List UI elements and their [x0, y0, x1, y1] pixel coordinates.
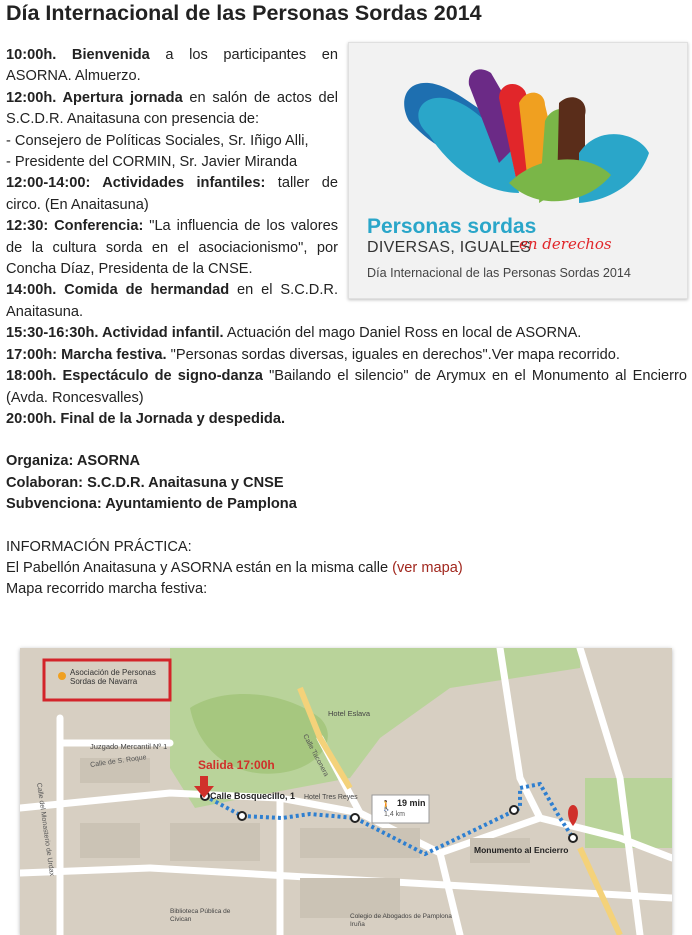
item-time: 15:30-16:30h. Actividad infantil.	[6, 325, 224, 342]
item-time: 20:00h. Final de la Jornada y despedida.	[6, 410, 285, 427]
map-label-asociacion: Asociación de Personas Sordas de Navarra	[70, 668, 156, 686]
program-item-8	[6, 366, 687, 409]
item-desc: a los participantes en ASORNA. Almuerzo.	[6, 47, 338, 85]
svg-text:🚶: 🚶	[380, 801, 393, 812]
map-label-juzgado: Juzgado Mercantil Nº 1	[90, 742, 168, 751]
map-label-calle-roque: Calle de S. Roque	[89, 754, 148, 769]
item-desc: en salón de actos del S.C.D.R. Anaitasuna con presencia de:	[6, 89, 338, 128]
map-label-hotel-tres-reyes: Hotel Tres Reyes	[304, 794, 358, 801]
program-item-1	[6, 45, 338, 88]
map-label-salida: Salida 17:00h	[198, 758, 275, 772]
credit-organiza	[6, 451, 687, 472]
credit-text: Organiza: ASORNA	[6, 453, 141, 470]
info-heading: INFORMACIÓN PRÁCTICA:	[6, 538, 192, 555]
item-time: 12:00-14:00: Actividades infantiles:	[6, 175, 266, 192]
info-line	[6, 558, 687, 579]
map-caption: Mapa recorrido marcha festiva:	[6, 581, 208, 598]
map-label-monumento: Monumento al Encierro	[474, 845, 569, 855]
route-map-image	[20, 648, 672, 935]
map-label-duration: 19 min	[397, 798, 426, 808]
logo-derechos: en derechos	[519, 235, 612, 253]
program-item-2	[6, 88, 338, 131]
hands-logo-icon	[349, 43, 687, 213]
map-label-biblioteca: Biblioteca Pública de Civican	[170, 908, 231, 923]
item-desc: "La influencia de los valores de la cultura sorda en el asociacionismo", por Concha Díaz, Presidenta de la CNSE.	[6, 218, 338, 278]
credit-text: Colaboran: S.C.D.R. Anaitasuna y CNSE	[6, 474, 284, 491]
item-time: 17:00h: Marcha festiva.	[6, 346, 167, 363]
logo-day: Día Internacional de las Personas Sordas 2014	[367, 266, 631, 280]
logo-title: Personas sordas	[367, 215, 537, 238]
map-label-hotel-eslava: Hotel Eslava	[328, 709, 371, 718]
info-text: El Pabellón Anaitasuna y ASORNA están en la misma calle	[6, 559, 393, 576]
map-label-calle-taconera: Calle Taconera	[301, 733, 330, 778]
map-link[interactable]: (ver mapa)	[392, 559, 463, 576]
map-label-calle-monasterio: Calle del Monasterio de Urdax	[35, 782, 56, 877]
program-item-9	[6, 409, 687, 430]
credit-text: Subvenciona: Ayuntamiento de Pamplona	[6, 496, 297, 513]
program-item-3	[6, 173, 338, 216]
program-item-6	[6, 323, 687, 344]
credit-colaboran	[6, 473, 687, 494]
guest-line-1: - Consejero de Políticas Sociales, Sr. Iñigo Alli,	[6, 132, 309, 149]
map-label-calle: Calle Bosquecillo, 1	[210, 791, 296, 801]
item-desc: "Bailando el silencio" de Arymux en el Monumento al Encierro (Avda. Roncesvalles)	[6, 368, 687, 406]
program-item-4	[6, 216, 338, 280]
item-time: 14:00h. Comida de hermandad	[6, 282, 230, 299]
item-desc: "Personas sordas diversas, iguales en derechos".Ver mapa recorrido.	[166, 346, 620, 363]
item-desc: Actuación del mago Daniel Ross en local de ASORNA.	[223, 325, 582, 342]
guest-line-2: - Presidente del CORMIN, Sr. Javier Miranda	[6, 154, 298, 171]
credit-subvenciona	[6, 494, 687, 515]
item-time: 12:00h. Apertura jornada	[6, 89, 183, 106]
program-item-5	[6, 280, 338, 323]
map-label-distance: 1,4 km	[384, 811, 406, 818]
item-time: 18:00h. Espectáculo de signo-danza	[6, 368, 263, 385]
logo-subtitle: DIVERSAS, IGUALES	[367, 239, 532, 256]
page-title: Día Internacional de las Personas Sordas 2014	[6, 1, 482, 25]
map-label-colegio: Colegio de Abogados de Pamplona Iruña	[350, 913, 452, 928]
item-desc: taller de circo. (En Anaitasuna)	[6, 175, 338, 213]
item-desc: en el S.C.D.R. Anaitasuna.	[6, 282, 338, 320]
item-time: 12:30: Conferencia:	[6, 218, 144, 235]
program-item-7	[6, 345, 687, 366]
event-logo-image	[348, 42, 688, 299]
route-map-svg	[20, 648, 672, 935]
item-time: 10:00h. Bienvenida	[6, 47, 150, 63]
